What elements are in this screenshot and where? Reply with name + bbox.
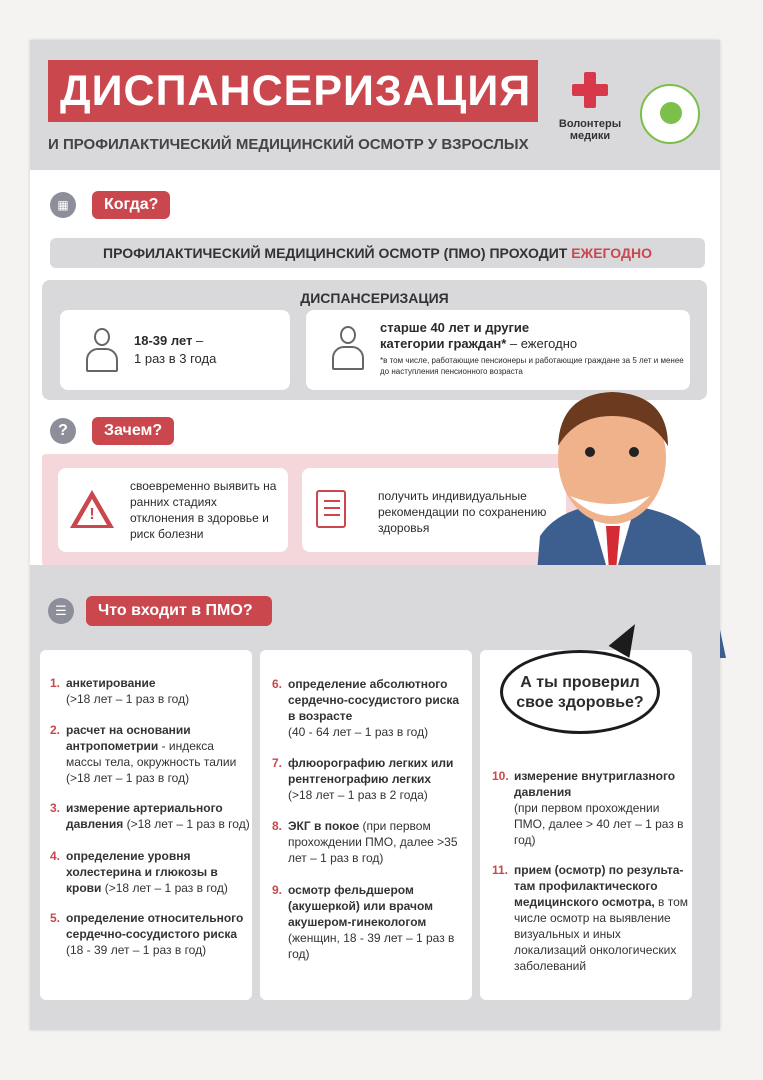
dispensary-box xyxy=(42,280,707,400)
pmo-highlight: ЕЖЕГОДНО xyxy=(571,245,652,261)
dispensary-title: ДИСПАНСЕРИЗАЦИЯ xyxy=(300,290,449,306)
volunteers-logo-text: Волонтеры медики xyxy=(558,118,622,142)
checklist-icon: ☰ xyxy=(48,598,74,624)
page-title: ДИСПАНСЕРИЗАЦИЯ xyxy=(48,60,538,122)
reason-early-detection-card: ! своевременно выявить на ранних стадиях отклонения в здоровье и риск болезни xyxy=(58,468,288,552)
speech-bubble: А ты проверил свое здоровье? xyxy=(500,650,660,734)
young-adults-card xyxy=(60,310,290,390)
older-age: старше 40 лет и другие xyxy=(380,320,530,335)
older-footnote: *в том числе, работающие пенсионеры и работающие граждане за 5 лет и менее до наступления пенсионного возраста xyxy=(380,356,684,376)
pmo-item-11: 11. прием (осмотр) по результа-там профилактического медицинского осмотра, в том числе осмотр на выявление визуальных и иных локализаций онкологических заболеваний xyxy=(492,863,689,973)
checklist-document-icon xyxy=(316,490,346,528)
pmo-item-8: 8. ЭКГ в покое (при первом прохождении ПМО, далее >35 лет – 1 раз в год) xyxy=(272,819,458,865)
medical-cross-icon xyxy=(570,70,610,110)
older-category: категории граждан* xyxy=(380,336,507,351)
pmo-item-7: 7. флюорографию легких или рентгенографию легких (>18 лет – 1 раз в 2 года) xyxy=(272,756,454,802)
pmo-item-3: 3. измерение артериального давления (>18 лет – 1 раз в год) xyxy=(50,801,250,831)
older-frequency: – ежегодно xyxy=(506,336,578,351)
pmo-item-5: 5. определение относительного сердечно-сосудистого риска (18 - 39 лет – 1 раз в год) xyxy=(50,911,244,957)
young-frequency: 1 раз в 3 года xyxy=(134,351,217,366)
health-center-logo xyxy=(640,84,700,144)
when-tag: Когда? xyxy=(92,191,170,219)
volunteers-logo xyxy=(550,70,630,142)
reason-recommendations: получить индивидуальные рекомендации по сохранению здоровья xyxy=(378,489,547,535)
pmo-item-9: 9. осмотр фельдшером (акушеркой) или врачом акушером-гинекологом (женщин, 18 - 39 лет – 1 раз в год) xyxy=(272,883,455,961)
pmo-item-1: 1. анкетирование (>18 лет – 1 раз в год) xyxy=(50,676,190,706)
young-man-icon xyxy=(84,328,120,372)
why-tag: Зачем? xyxy=(92,417,174,445)
pmo-frequency-line xyxy=(50,238,705,268)
pmo-item-2: 2. расчет на основании антропометрии - индекса массы тела, окружность талии (>18 лет – 1 раз в год) xyxy=(50,723,237,785)
question-icon: ? xyxy=(50,418,76,444)
page-subtitle: И ПРОФИЛАКТИЧЕСКИЙ МЕДИЦИНСКИЙ ОСМОТР У ВЗРОСЛЫХ xyxy=(48,136,529,153)
pmo-text: ПРОФИЛАКТИЧЕСКИЙ МЕДИЦИНСКИЙ ОСМОТР (ПМО) ПРОХОДИТ xyxy=(103,245,568,261)
pmo-item-10: 10. измерение внутриглазного давления (при первом прохождении ПМО, далее > 40 лет – 1 раз в год) xyxy=(492,769,684,847)
older-man-icon xyxy=(330,326,366,370)
pmo-item-6: 6. определение абсолютного сердечно-сосудистого риска в возрасте (40 - 64 лет – 1 раз в год) xyxy=(272,677,460,739)
poster-sheet xyxy=(30,40,720,1030)
reason-early-detection: своевременно выявить на ранних стадиях отклонения в здоровье и риск болезни xyxy=(130,479,277,541)
older-adults-card xyxy=(306,310,690,390)
calendar-icon: ▦ xyxy=(50,192,76,218)
pmo-tag: Что входит в ПМО? xyxy=(86,596,272,626)
pmo-item-4: 4. определение уровня холестерина и глюкозы в крови (>18 лет – 1 раз в год) xyxy=(50,849,228,895)
young-dash: – xyxy=(192,333,204,348)
young-age: 18-39 лет xyxy=(134,333,193,348)
